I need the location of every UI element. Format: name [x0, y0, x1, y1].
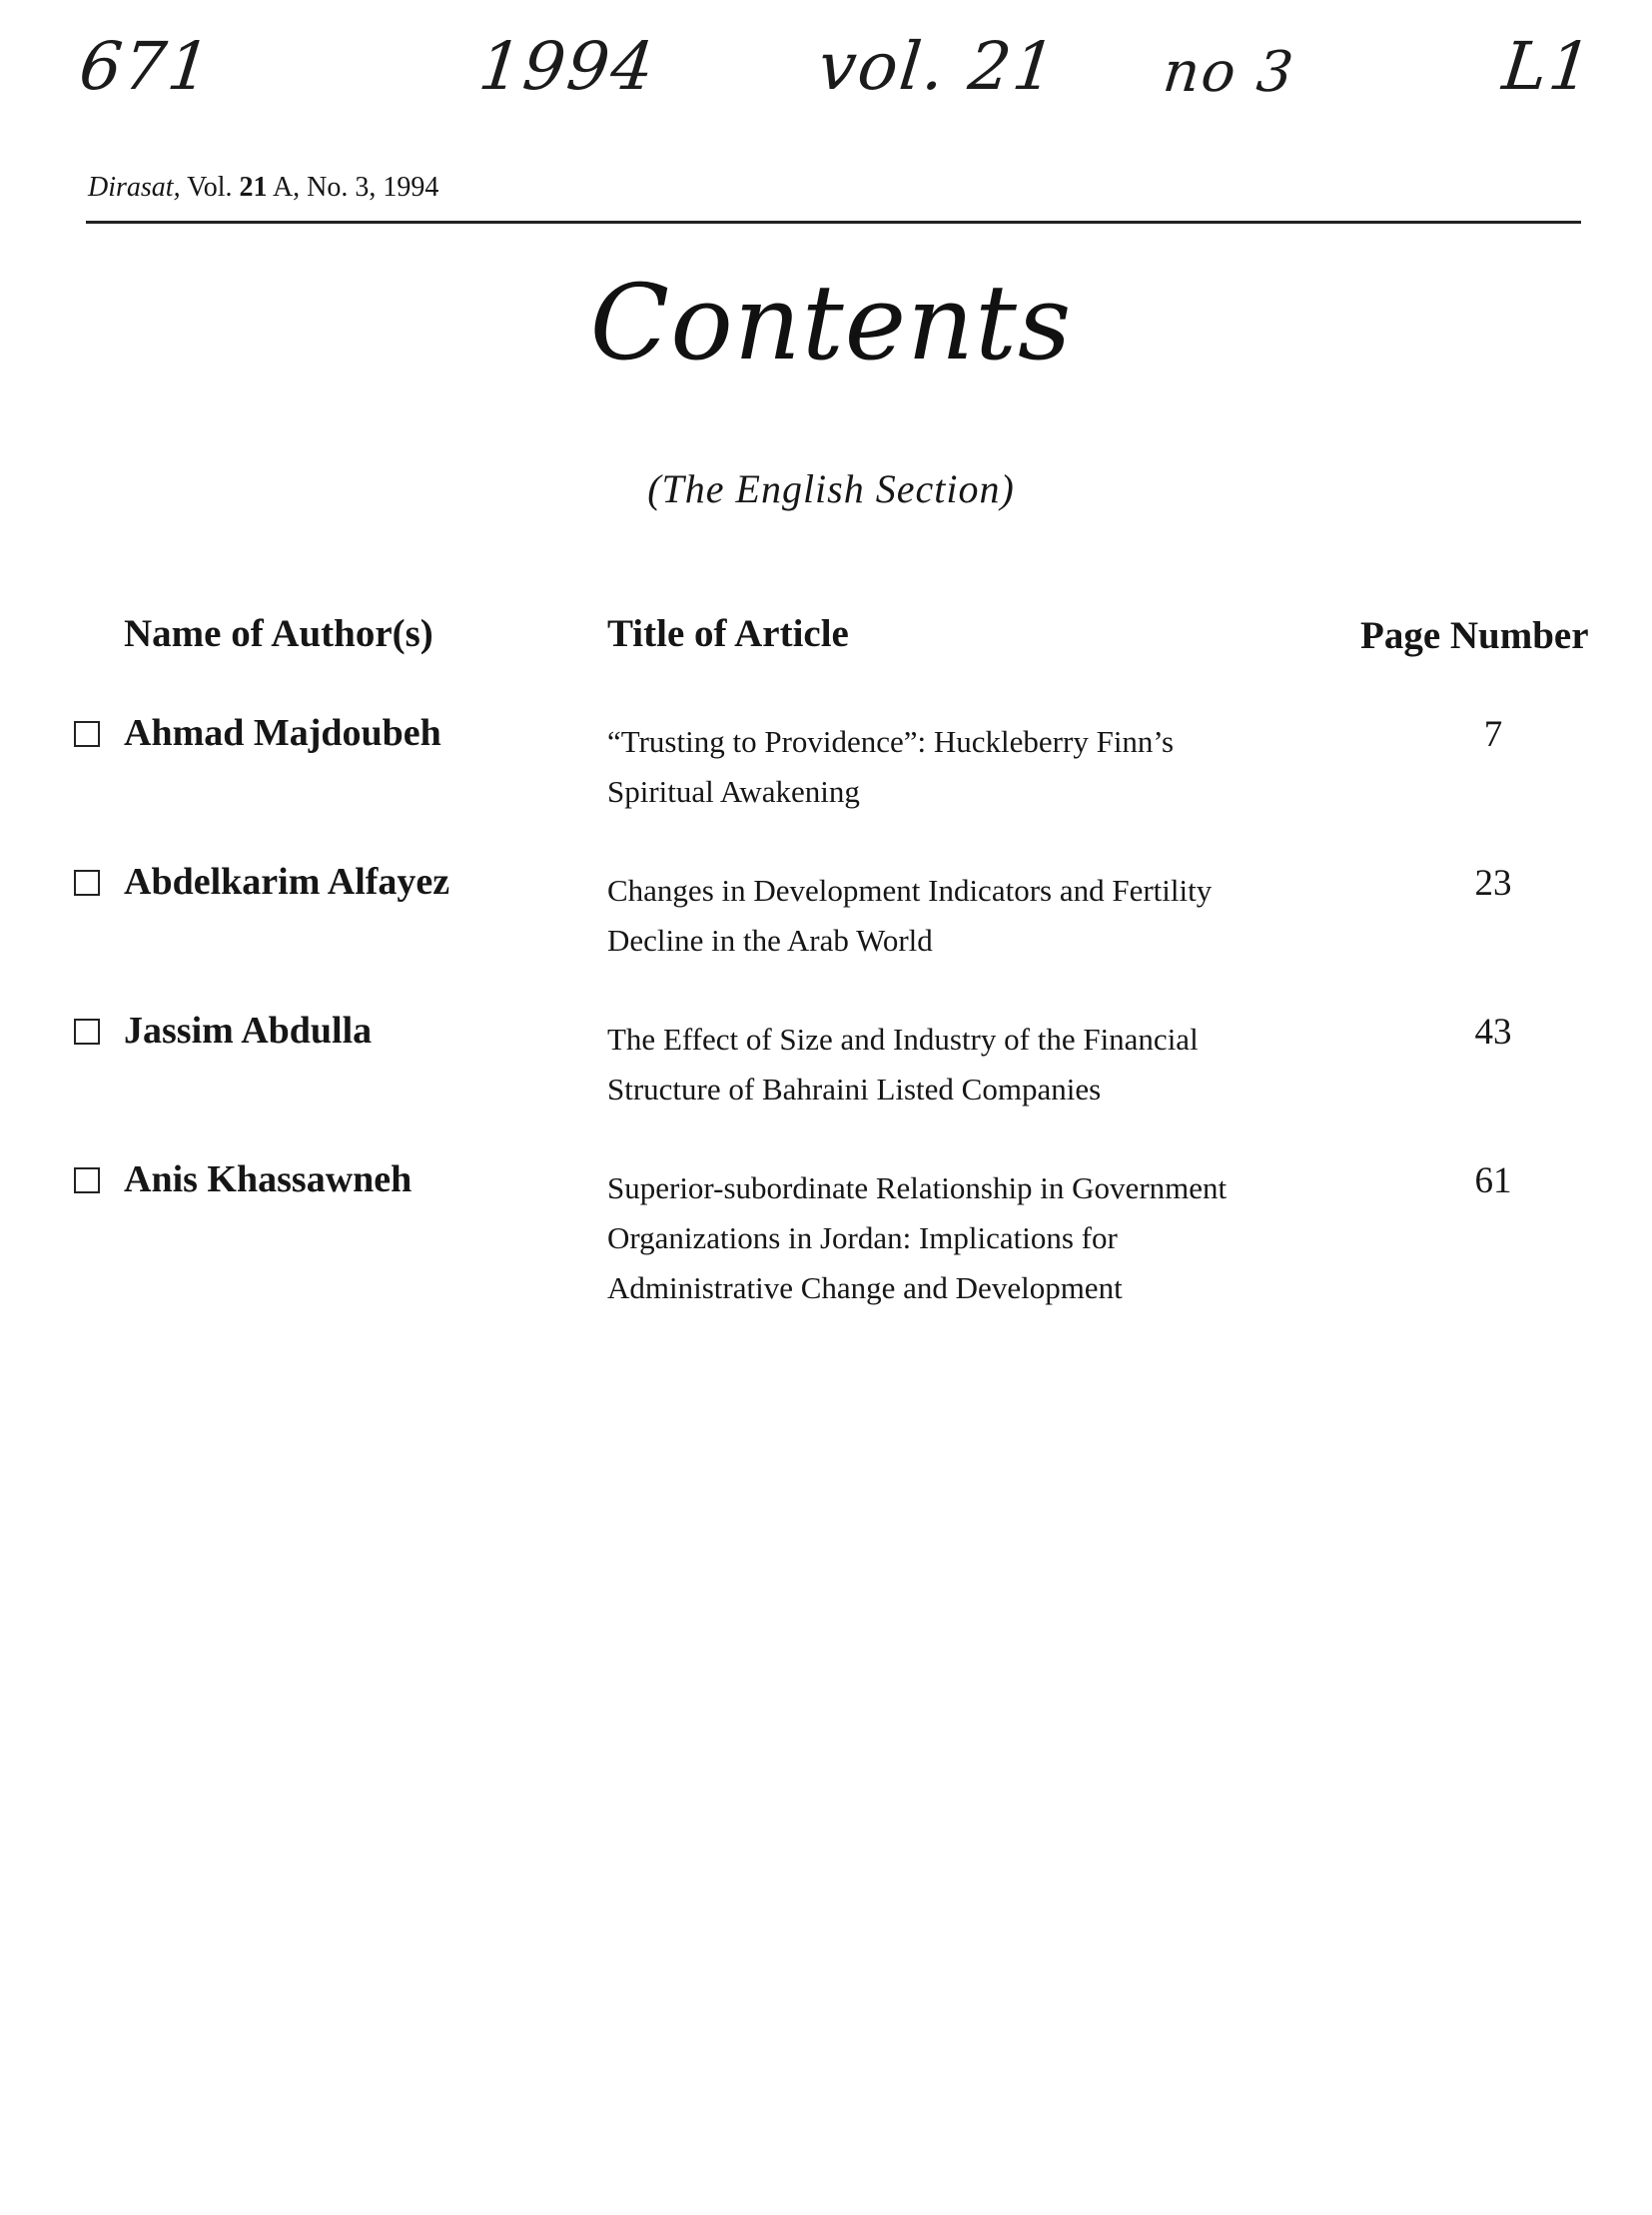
entry-author: Ahmad Majdoubeh: [124, 712, 441, 754]
page-title: Contents: [589, 262, 1073, 383]
journal-volume-label: Vol.: [187, 172, 233, 203]
entry-page-number: 23: [1474, 863, 1512, 904]
journal-volume-number: 21: [239, 172, 268, 203]
entry-title: [607, 717, 1366, 817]
checkbox-icon: [74, 1167, 100, 1193]
entry-title-line: Administrative Change and Development: [607, 1270, 1123, 1305]
column-header-author: Name of Author(s): [124, 612, 433, 655]
handwritten-issue: no 3: [1160, 40, 1298, 105]
handwritten-code: L1: [1498, 28, 1597, 105]
journal-name: Dirasat,: [88, 172, 181, 203]
entry-author: Abdelkarim Alfayez: [124, 861, 450, 903]
entry-title-line: Organizations in Jordan: Implications for: [607, 1220, 1118, 1255]
journal-citation: [88, 172, 438, 204]
entry-title: [607, 1015, 1366, 1114]
entry-title-line: “Trusting to Providence”: Huckleberry Finn’s: [607, 724, 1175, 759]
journal-issue-info: A, No. 3, 1994: [272, 172, 439, 203]
entry-title-line: Structure of Bahraini Listed Companies: [607, 1072, 1102, 1107]
entry-title: [607, 1163, 1366, 1313]
entry-title: [607, 866, 1366, 966]
column-header-page: Page Number: [1360, 614, 1589, 657]
entry-author: Anis Khassawneh: [124, 1158, 413, 1200]
handwritten-number: 671: [75, 28, 217, 105]
checkbox-icon: [74, 721, 100, 747]
header-rule: [86, 221, 1581, 224]
entry-page-number: 7: [1483, 714, 1503, 755]
checkbox-icon: [74, 870, 100, 896]
entry-title-line: Superior-subordinate Relationship in Government: [607, 1170, 1228, 1205]
handwritten-volume: vol. 21: [814, 28, 1062, 105]
checkbox-icon: [74, 1019, 100, 1045]
entry-title-line: The Effect of Size and Industry of the Financial: [607, 1022, 1199, 1057]
entry-author: Jassim Abdulla: [124, 1010, 373, 1052]
entry-title-line: Changes in Development Indicators and Fertility: [607, 873, 1213, 908]
column-header-title: Title of Article: [607, 612, 849, 655]
entry-title-line: Spiritual Awakening: [607, 774, 860, 809]
handwritten-year: 1994: [474, 28, 660, 105]
section-subtitle: (The English Section): [647, 466, 1015, 511]
entry-title-line: Decline in the Arab World: [607, 923, 933, 958]
entry-page-number: 61: [1474, 1160, 1512, 1201]
entry-page-number: 43: [1474, 1012, 1512, 1053]
